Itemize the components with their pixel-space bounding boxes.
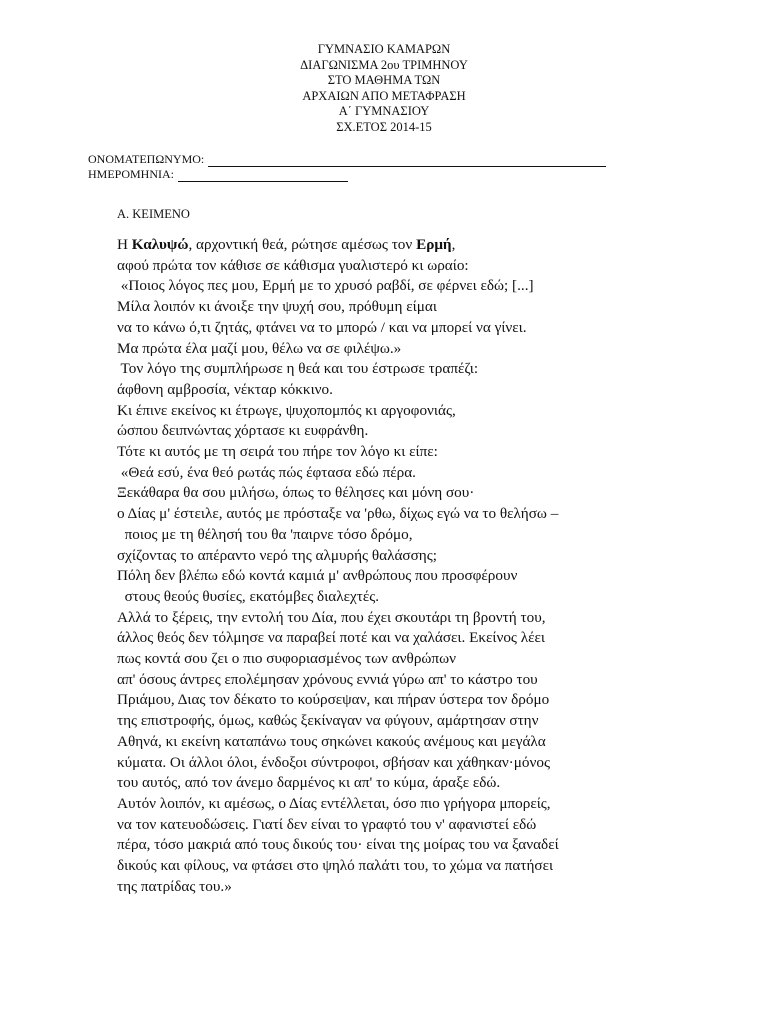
exam-title: ΔΙΑΓΩΝΙΣΜΑ 2ου ΤΡΙΜΗΝΟΥ (300, 57, 468, 72)
poem-line: «Ποιος λόγος πες μου, Ερμή με το χρυσό ραβδί, σε φέρνει εδώ; [...] (117, 277, 534, 295)
name-label: ΟΝΟΜΑΤΕΠΩΝΥΜΟ: (88, 152, 205, 166)
date-field-blank[interactable] (178, 170, 348, 182)
poem-line: Πριάμου, Διας τον δέκατο το κούρσεψαν, και πήραν ύστερα τον δρόμο (117, 691, 550, 709)
poem-line: αφού πρώτα τον κάθισε σε κάθισμα γυαλιστερό κι ωραίο: (117, 256, 469, 274)
poem-line: πως κοντά σου ζει ο πιο συφοριασμένος των ανθρώπων (117, 650, 456, 668)
poem-text-fragment: , αρχοντική θεά, ρώτησε αμέσως τον (188, 236, 417, 253)
poem-line (117, 235, 559, 256)
poem-line: άλλος θεός δεν τόλμησε να παραβεί ποτέ και να χαλάσει. Εκείνος λέει (117, 629, 545, 647)
exam-header (0, 42, 768, 135)
poem-line: κύματα. Οι άλλοι όλοι, ένδοξοι σύντροφοι, σβήσαν και χάθηκαν·μόνος (117, 753, 550, 771)
poem-line: άφθονη αμβροσία, νέκταρ κόκκινο. (117, 380, 333, 398)
grade-level: Α΄ ΓΥΜΝΑΣΙΟΥ (338, 104, 430, 118)
name-field-row (88, 152, 606, 167)
poem-text-fragment: Η (117, 236, 132, 253)
date-label: ΗΜΕΡΟΜΗΝΙΑ: (88, 167, 175, 181)
name-kalypso: Καλυψώ (131, 236, 189, 253)
section-title: Α. ΚΕΙΜΕΝΟ (117, 207, 190, 221)
poem-line: δικούς και φίλους, να φτάσει στο ψηλό παλάτι του, το χώμα να πατήσει (117, 857, 554, 875)
poem-line: της επιστροφής, όμως, καθώς ξεκίναγαν να φύγουν, αμάρτησαν στην (117, 712, 539, 730)
poem-line: Ξεκάθαρα θα σου μιλήσω, όπως το θέλησες και μόνη σου· (117, 484, 475, 502)
poem-line: Τότε κι αυτός με τη σειρά του πήρε τον λόγο κι είπε: (117, 443, 438, 461)
poem-line: «Θεά εσύ, ένα θεό ρωτάς πώς έφτασα εδώ πέρα. (117, 463, 416, 481)
school-name: ΓΥΜΝΑΣΙΟ ΚΑΜΑΡΩΝ (317, 42, 451, 56)
poem-line: ο Δίας μ' έστειλε, αυτός με πρόσταξε να 'ρθω, δίχως εγώ να το θελήσω – (117, 505, 559, 523)
poem-text (117, 235, 559, 898)
poem-text-fragment: , (451, 236, 456, 253)
poem-line: σχίζοντας το απέραντο νερό της αλμυρής θαλάσσης; (117, 546, 437, 564)
subject-line-2: ΑΡΧΑΙΩΝ ΑΠΟ ΜΕΤΑΦΡΑΣΗ (302, 88, 466, 103)
poem-line: να τον κατευοδώσεις. Γιατί δεν είναι το γραφτό του ν' αφανιστεί εδώ (117, 815, 537, 833)
poem-line: Κι έπινε εκείνος κι έτρωγε, ψυχοπομπός κι αργοφονιάς, (117, 401, 456, 419)
poem-line: του αυτός, από τον άνεμο δαρμένος κι απ' το κύμα, άραξε εδώ. (117, 774, 501, 792)
poem-line: Αθηνά, κι εκείνη καταπάνω τους σηκώνει κακούς ανέμους και μεγάλα (117, 732, 546, 750)
date-field-row (88, 167, 606, 182)
poem-line: της πατρίδας του.» (117, 877, 232, 895)
poem-line: ποιος με τη θέλησή του θα 'παιρνε τόσο δρόμο, (117, 525, 413, 543)
poem-line: Αλλά το ξέρεις, την εντολή του Δία, που έχει σκουτάρι τη βροντή του, (117, 608, 546, 626)
name-field-blank[interactable] (208, 155, 606, 167)
school-year: ΣΧ.ΕΤΟΣ 2014-15 (336, 119, 432, 134)
poem-line: να το κάνω ό,τι ζητάς, φτάνει να το μπορώ / και να μπορεί να γίνει. (117, 318, 527, 336)
subject-line-1: ΣΤΟ ΜΑΘΗΜΑ ΤΩΝ (327, 73, 441, 87)
poem-line: Τον λόγο της συμπλήρωσε η θεά και του έστρωσε τραπέζι: (117, 360, 479, 378)
name-ermis: Ερμή (416, 236, 452, 253)
poem-line: Μα πρώτα έλα μαζί μου, θέλω να σε φιλέψω.» (117, 339, 402, 357)
poem-line: στους θεούς θυσίες, εκατόμβες διαλεχτές. (117, 587, 380, 605)
poem-line: απ' όσους άντρες επολέμησαν χρόνους εννιά γύρω απ' το κάστρο του (117, 670, 538, 688)
poem-line: πέρα, τόσο μακριά από τους δικούς του· είναι της μοίρας του να ξαναδεί (117, 836, 559, 854)
poem-line: Πόλη δεν βλέπω εδώ κοντά καμιά μ' ανθρώπους που προσφέρουν (117, 567, 518, 585)
poem-line: Μίλα λοιπόν κι άνοιξε την ψυχή σου, πρόθυμη είμαι (117, 298, 437, 316)
poem-line: Αυτόν λοιπόν, κι αμέσως, ο Δίας εντέλλεται, όσο πιο γρήγορα μπορείς, (117, 794, 551, 812)
student-fields (88, 152, 606, 182)
poem-line: ώσπου δειπνώντας χόρτασε κι ευφράνθη. (117, 422, 369, 440)
